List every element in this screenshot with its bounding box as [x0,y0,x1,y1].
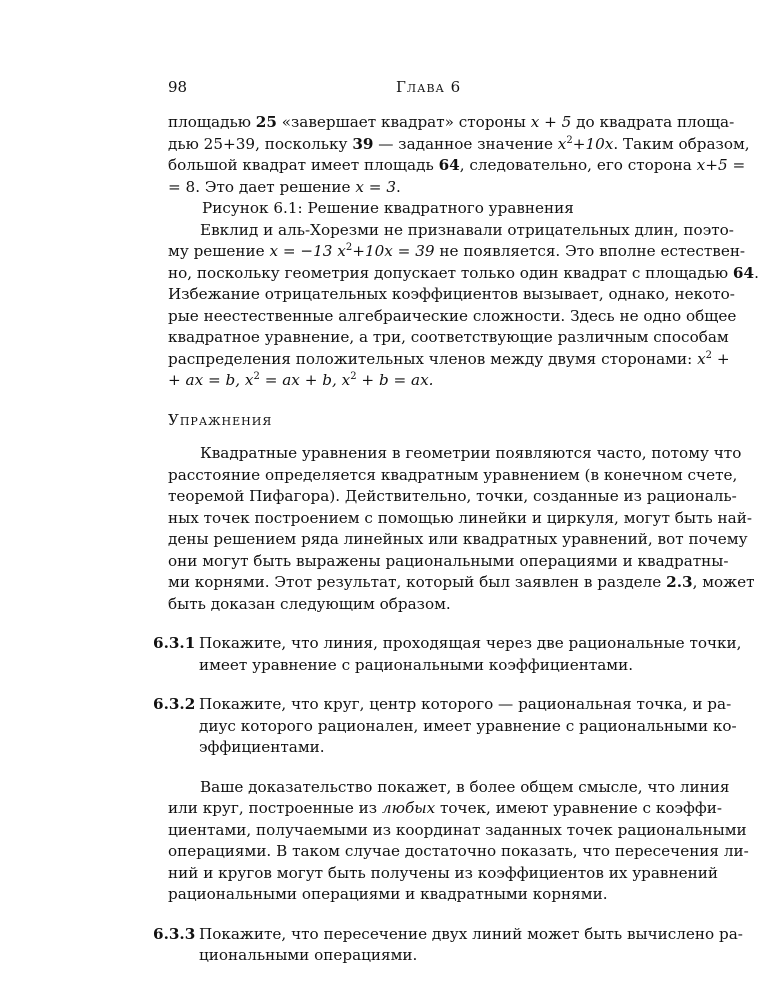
text-line: расстояние определяется квадратным уравнением (в конечном счете, [168,465,738,484]
text-line: рые неестественные алгебраические сложности. Здесь не одно общее [168,306,737,325]
text-line: + ax = b, $x^2$ = ax + b, $x^2 + b$ = ax. [168,371,434,389]
text-line: Избежание отрицательных коэффициентов вызывает, однако, некото- [168,285,735,303]
text-line: Квадратные уравнения в геометрии появляются часто, потому что [200,444,742,462]
page-header [168,78,708,100]
text-line: му решение x = −13 $x^2+10x = 39$ не появляется. Это вполне естествен- [168,242,746,260]
text-line: рациональными операциями и квадратными корнями. [168,885,608,903]
page-number: 98 [168,78,188,96]
paragraph [168,777,749,906]
paragraph [168,112,750,198]
text-line: Покажите, что круг, центр которого — рациональная точка, и ра- [199,695,732,713]
text-line: эффициентами. [199,738,325,756]
text-line: циональными операциями. [199,946,418,964]
text-line: операциями. В таком случае достаточно показать, что пересечения ли- [168,842,749,860]
text-line: дью 25+39, поскольку 39 — заданное значение $x^2+10x$. Таким образом, [168,134,750,153]
text-line: ми корнями. Этот результат, который был заявлен в разделе 2.3, может [168,573,755,591]
exercise-number: 6.3.3 [153,924,196,943]
text-line: ных точек построением с помощью линейки и циркуля, могут быть най- [168,508,752,527]
text-line: квадратное уравнение, а три, соответствующие различным способам [168,328,729,346]
paragraph [168,443,755,615]
text-line: быть доказан следующим образом. [168,594,451,613]
text-line: они могут быть выражены рациональными операциями и квадратны- [168,551,729,570]
paragraph [168,220,759,392]
text-line: Евклид и аль-Хорезми не признавали отрицательных длин, поэто- [200,220,734,239]
text-line: Покажите, что линия, проходящая через две рациональные точки, [199,634,742,652]
figure-caption: Рисунок 6.1: Решение квадратного уравнения [202,199,574,217]
running-head: Глава 6 [396,78,462,96]
section-title: Упражнения [168,410,273,429]
text-line: имеет уравнение с рациональными коэффициентами. [199,655,634,674]
text-line: Ваше доказательство покажет, в более общем смысле, что линия [200,777,730,796]
text-line: но, поскольку геометрия допускает только один квадрат с площадью 64. [168,263,759,282]
text-line: большой квадрат имеет площадь 64, следовательно, его сторона x+5 = [168,156,746,174]
page-body [153,112,759,967]
text-line: распределения положительных членов между двумя сторонами: $x^2$ + [168,349,730,368]
text-line: теоремой Пифагора). Действительно, точки, созданные из рациональ- [168,487,737,505]
exercise-item [153,633,742,676]
text-line: циентами, получаемыми из координат заданных точек рациональными [168,820,747,839]
exercise-number: 6.3.2 [153,695,196,713]
text-line: диус которого рационален, имеет уравнение с рациональными ко- [199,716,737,735]
exercise-item [153,694,737,759]
exercise-number: 6.3.1 [153,634,196,652]
text-line: или круг, построенные из любых точек, имеют уравнение с коэффи- [168,799,723,817]
exercise-item [153,924,743,967]
text-line: ний и кругов могут быть получены из коэффициентов их уравнений [168,863,718,882]
text-line: дены решением ряда линейных или квадратных уравнений, вот почему [168,530,748,548]
text-line: площадью 25 «завершает квадрат» стороны x + 5 до квадрата площа- [168,113,735,131]
text-line: Покажите, что пересечение двух линий может быть вычислено ра- [199,924,743,943]
text-line: = 8. Это дает решение x = 3. [168,177,401,196]
